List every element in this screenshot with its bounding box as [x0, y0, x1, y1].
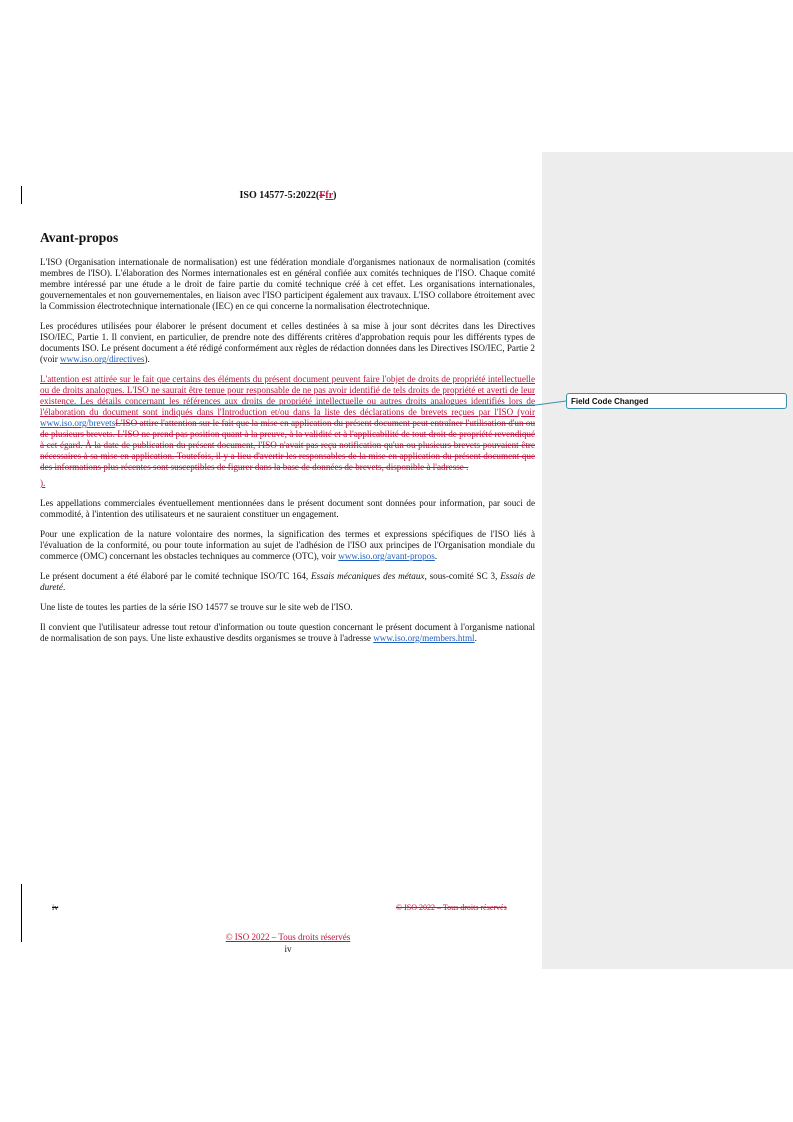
- paragraph-trade-names: Les appellations commerciales éventuellement mentionnées dans le présent document sont données pour information, par souci de commodité, à l'intention des utilisateurs et ne sauraient constituer un engagement.: [40, 498, 535, 519]
- inserted-language: fr: [325, 190, 334, 201]
- paragraph-iso-intro: L'ISO (Organisation internationale de normalisation) est une fédération mondiale d'organismes nationaux de normalisation (comités membres de l'ISO). L'élaboration des Normes internationales est en général confiée aux comités techniques de l'ISO. Chaque comité membre intéressé par une étude a le droit de faire partie du comité technique créé à cet effet. Les organisations internationales, gouvernementales et non gouvernementales, en liaison avec l'ISO participent également aux travaux. L'ISO collabore étroitement avec la Commission électrotechnique internationale (IEC) en ce qui concerne la normalisation électrotechnique.: [40, 257, 535, 311]
- footer-new-page-number: iv: [284, 944, 292, 954]
- field-code-changed-comment[interactable]: Field Code Changed: [566, 393, 787, 409]
- brevets-link[interactable]: www.iso.org/brevets: [40, 418, 116, 428]
- paragraph-series-list: Une liste de toutes les parties de la série ISO 14577 se trouve sur le site web de l'ISO.: [40, 602, 353, 612]
- patents-deleted-text: L'ISO attire l'attention sur le fait que la mise en application du présent document peut entraîner l'utilisation d'un ou de plusieurs brevets. L'ISO ne prend pas position quant à la preuve, à la validité et à l'applicabilité de tout droit de propriété revendiqué à cet égard. À la date de publication du présent document, l'ISO n'avait pas reçu notification qu'un ou plusieurs brevets pouvaient être nécessaires à sa mise en application. Toutefois, il y a lieu d'avertir les responsables de la mise en application du présent document que des informations plus récentes sont susceptibles de figurer dans la base de données de brevets, disponible à l'adresse .: [40, 418, 535, 472]
- avant-propos-link[interactable]: www.iso.org/avant-propos: [338, 551, 435, 561]
- committee-end: .: [62, 582, 66, 592]
- deleted-language: F: [319, 190, 326, 201]
- feedback-end: .: [474, 633, 477, 643]
- feedback-text: Il convient que l'utilisateur adresse tout retour d'information ou toute question concernant le présent document à l'organisme national de normalisation de son pays. Une liste exhaustive desdits organismes se trouve à l'adresse: [40, 622, 535, 643]
- patents-inserted-text: L'attention est attirée sur le fait que certains des éléments du présent document peuvent faire l'objet de droits de propriété intellectuelle ou de droits analogues. L'ISO ne saurait être tenue pour responsable de ne pas avoir identifié de tels droits de propriété et averti de leur existence. Les détails concernant les références aux droits de propriété intellectuelle ou autres droits analogues identifiés lors de l'élaboration du document sont indiqués dans l'Introduction et/ou dans la liste des déclarations de brevets reçues par l'ISO (voir: [40, 374, 535, 417]
- header-close: ): [333, 190, 337, 201]
- committee-text-2: , sous-comité SC 3,: [424, 571, 501, 581]
- subcommittee-title: Essais de dureté: [40, 571, 536, 592]
- voluntary-text: Pour une explication de la nature volontaire des normes, la signification des termes et expressions spécifiques de l'ISO liés à l'évaluation de la conformité, ou pour toute information au sujet de l'adhésion de l'ISO aux principes de l'Organisation mondiale du commerce (OMC) concernant les obstacles techniques au commerce (OTC), voir: [40, 529, 535, 561]
- members-link[interactable]: www.iso.org/members.html: [373, 633, 475, 643]
- committee-title: Essais mécaniques des métaux: [311, 571, 425, 581]
- footer-old-copyright: © ISO 2022 – Tous droits réservés: [396, 903, 507, 912]
- footer-new-copyright: © ISO 2022 – Tous droits réservés: [225, 932, 351, 942]
- voluntary-end: .: [434, 551, 438, 561]
- footer-old-page-number: iv: [52, 903, 59, 912]
- directives-link[interactable]: www.iso.org/directives: [60, 354, 145, 364]
- section-title: Avant-propos: [40, 230, 119, 245]
- procedures-text: Les procédures utilisées pour élaborer le présent document et celles destinées à sa mise à jour sont décrites dans les Directives ISO/IEC, Partie 1. Il convient, en particulier, de prendre note des différents critères d'approbation requis pour les différents types de documents ISO. Le présent document a été rédigé conformément aux règles de rédaction données dans les Directives ISO/IEC, Partie 2 (voir: [40, 321, 535, 364]
- doc-code: ISO 14577-5:2022(: [239, 190, 320, 201]
- committee-text: Le présent document a été élaboré par le comité technique ISO/TC 164,: [40, 571, 312, 581]
- procedures-end: ).: [144, 354, 150, 364]
- footer-new: [40, 931, 536, 955]
- patents-close: ).: [40, 478, 46, 488]
